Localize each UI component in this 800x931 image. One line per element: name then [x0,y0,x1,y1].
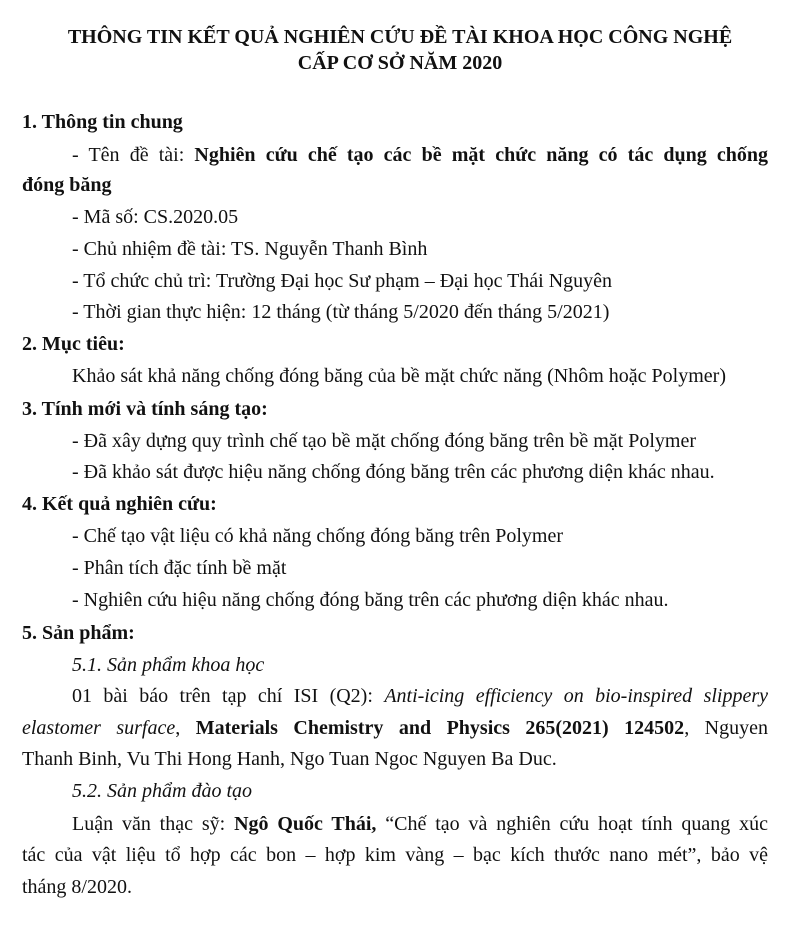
journal-citation: Materials Chemistry and Physics 265(2021) 124502 [195,717,685,739]
result-item: - Phân tích đặc tính bề mặt [72,557,287,579]
title-line-1: THÔNG TIN KẾT QUẢ NGHIÊN CỨU ĐỀ TÀI KHOA HỌC CÔNG NGHỆ [67,26,733,48]
topic-title: Nghiên cứu chế tạo các bề mặt chức năng có tác dụng chống [194,144,768,166]
host-organization: - Tổ chức chủ trì: Trường Đại học Sư phạm – Đại học Thái Nguyên [72,270,613,292]
result-item: - Nghiên cứu hiệu năng chống đóng băng trên các phương diện khác nhau. [72,589,669,611]
subsection-training-heading: 5.2. Sản phẩm đào tạo [72,780,252,802]
paper-comma: , [175,717,181,739]
project-lead: - Chủ nhiệm đề tài: TS. Nguyễn Thanh Bình [72,238,428,260]
title-line-2: CẤP CƠ SỞ NĂM 2020 [297,52,503,74]
section-2-heading: 2. Mục tiêu: [22,333,125,355]
result-item: - Chế tạo vật liệu có khả năng chống đóng băng trên Polymer [72,525,563,547]
thesis-line-2: tác của vật liệu tổ hợp các bon – hợp kim vàng – bạc kích thước nano mét”, bảo vệ [22,844,768,866]
project-duration: - Thời gian thực hiện: 12 tháng (từ tháng 5/2020 đến tháng 5/2021) [72,301,610,323]
topic-label: - Tên đề tài: [72,144,185,166]
paper-title-part-1: Anti-icing efficiency on bio-inspired slippery [384,685,768,707]
paper-prefix: 01 bài báo trên tạp chí ISI (Q2): [72,685,373,707]
paper-line-1 [72,683,768,709]
topic-line-1 [72,142,768,168]
paper-title-part-2: elastomer surface [22,717,176,739]
topic-line-2: đóng băng [22,174,112,196]
section-1-heading: 1. Thông tin chung [22,111,183,133]
section-4-heading: 4. Kết quả nghiên cứu: [22,493,217,515]
paper-authors-start: , Nguyen [684,717,768,739]
paper-authors: Thanh Binh, Vu Thi Hong Hanh, Ngo Tuan Ngoc Nguyen Ba Duc. [22,748,557,770]
novelty-item: - Đã xây dựng quy trình chế tạo bề mặt chống đóng băng trên bề mặt Polymer [72,430,697,452]
thesis-author: Ngô Quốc Thái, [234,813,377,835]
novelty-item: - Đã khảo sát được hiệu năng chống đóng băng trên các phương diện khác nhau. [72,461,715,483]
project-code: - Mã số: CS.2020.05 [72,206,239,228]
document-title [20,24,780,76]
subsection-science-heading: 5.1. Sản phẩm khoa học [72,654,265,676]
paper-line-2 [22,715,768,741]
thesis-line-1 [72,811,768,837]
thesis-line-3: tháng 8/2020. [22,876,132,898]
section-5-heading: 5. Sản phẩm: [22,622,135,644]
objective-text: Khảo sát khả năng chống đóng băng của bề mặt chức năng (Nhôm hoặc Polymer) [72,365,726,387]
thesis-label: Luận văn thạc sỹ: [72,813,226,835]
section-3-heading: 3. Tính mới và tính sáng tạo: [22,398,268,420]
thesis-title-part-1: “Chế tạo và nghiên cứu hoạt tính quang xúc [385,813,769,835]
